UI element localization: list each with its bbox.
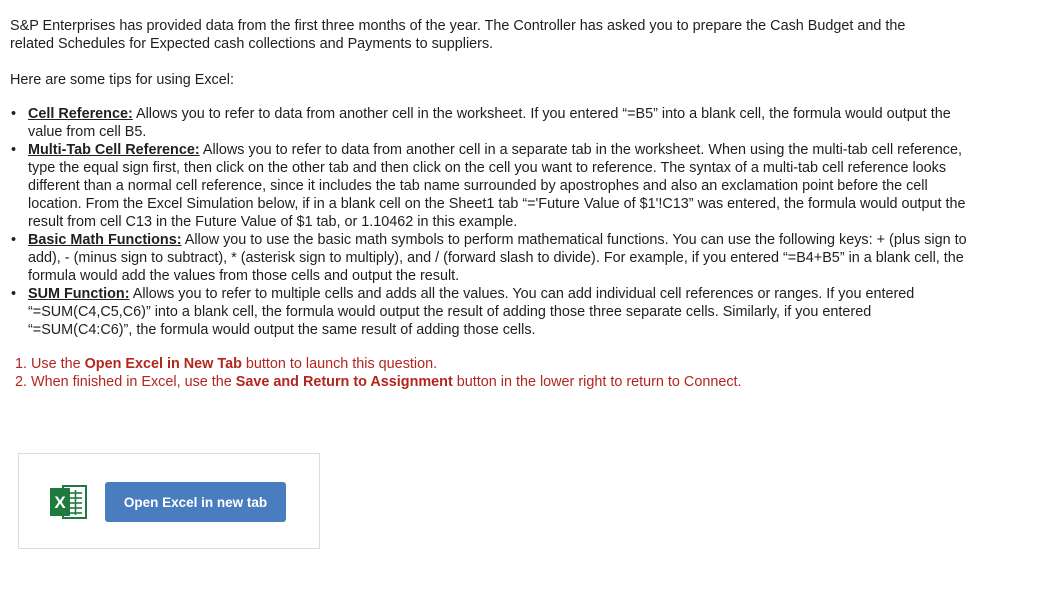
step-prefix: 2. When finished in Excel, use the (15, 374, 236, 390)
step-item (15, 355, 1038, 373)
tip-term: Multi-Tab Cell Reference: (28, 142, 200, 158)
excel-icon (49, 484, 87, 520)
instruction-steps (10, 355, 1038, 391)
tip-item (11, 105, 968, 141)
intro-paragraph: S&P Enterprises has provided data from the first three months of the year. The Controller has asked you to prepare the Cash Budget and the related Schedules for Expected cash collections and Payments to suppliers. (10, 18, 906, 52)
bullet-icon: • (11, 106, 17, 122)
step-bold: Save and Return to Assignment (235, 374, 453, 390)
excel-icon-letter: X (54, 493, 66, 512)
bullet-icon: • (11, 142, 17, 158)
tip-item (11, 141, 968, 231)
tip-text: Allows you to refer to data from another cell in the worksheet. If you entered “=B5” into a blank cell, the formula would output the value from cell B5. (28, 106, 951, 140)
tip-term: Cell Reference: (28, 106, 133, 122)
tip-text: Allow you to use the basic math symbols to perform mathematical functions. You can use the following keys: + (plus sign to add), - (minus sign to subtract), * (asterisk sign to multiply), and / (forward slash to divide). For example, if you entered “=B4+B5” in a blank cell, the formula would add the values from those cells and output the result. (28, 232, 967, 284)
tip-term: Basic Math Functions: (28, 232, 182, 248)
tip-item (11, 231, 968, 285)
tip-text: Allows you to refer to multiple cells and adds all the values. You can add individual cell references or ranges. If you entered “=SUM(C4,C5,C6)” into a blank cell, the formula would output the result of adding those three separate cells. Similarly, if you entered “=SUM(C4:C6)”, the formula would output the same result of adding those cells. (28, 286, 915, 338)
tips-list (10, 105, 968, 339)
tips-heading: Here are some tips for using Excel: (10, 72, 234, 88)
bullet-icon: • (11, 286, 17, 302)
excel-launch-panel (18, 453, 320, 549)
step-suffix: button to launch this question. (241, 356, 438, 372)
tip-term: SUM Function: (28, 286, 130, 302)
open-excel-button[interactable]: Open Excel in new tab (105, 482, 286, 522)
step-bold: Open Excel in New Tab (84, 356, 242, 372)
step-item (15, 373, 1038, 391)
step-prefix: 1. Use the (15, 356, 85, 372)
tip-text: Allows you to refer to data from another cell in a separate tab in the worksheet. When using the multi-tab cell reference, type the equal sign first, then click on the other tab and then click on the cell you want to reference. The syntax of a multi-tab cell reference looks different than a normal cell reference, since it includes the tab name surrounded by apostrophes and also an exclamation point before the cell location. From the Excel Simulation below, if in a blank cell on the Sheet1 tab “='Future Value of $1'!C13” was entered, the formula would output the result from cell C13 in the Future Value of $1 tab, or 1.10462 in this example. (28, 142, 966, 230)
tip-item (11, 285, 968, 339)
bullet-icon: • (11, 232, 17, 248)
step-suffix: button in the lower right to return to Connect. (452, 374, 742, 390)
